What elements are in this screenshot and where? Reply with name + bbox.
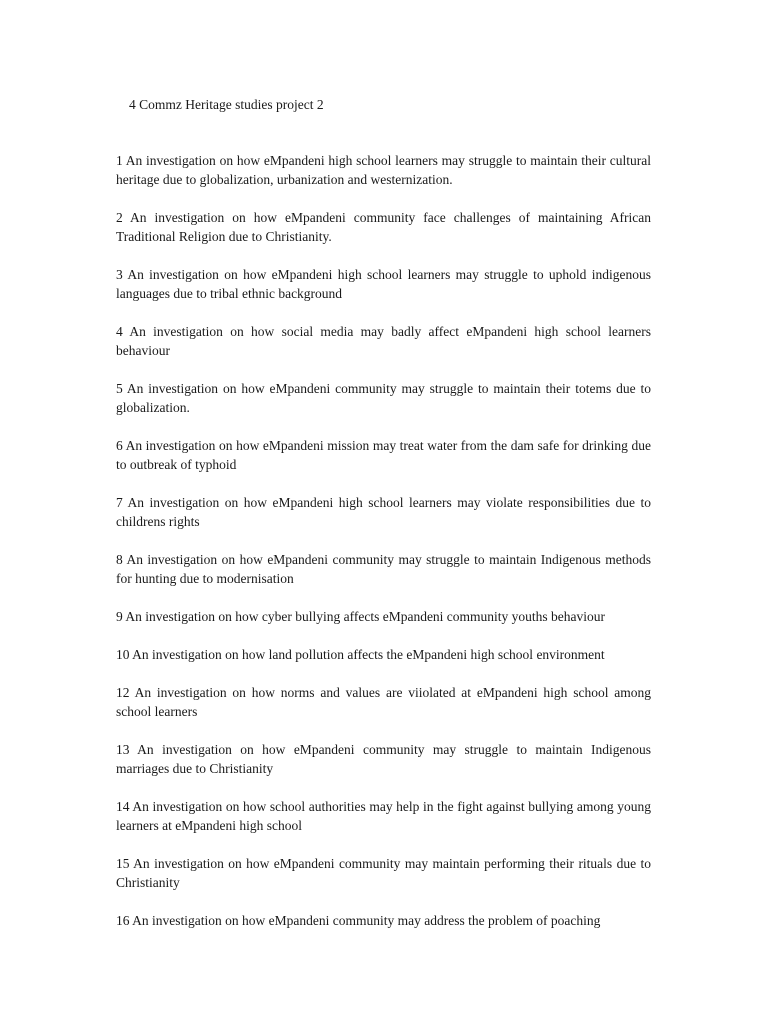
topic-item-8: 8 An investigation on how eMpandeni community may struggle to maintain Indigenous methods for hunting due to modernisation bbox=[116, 552, 651, 586]
topic-item-13: 13 An investigation on how eMpandeni community may struggle to maintain Indigenous marriages due to Christianity bbox=[116, 742, 651, 776]
topic-item-4: 4 An investigation on how social media may badly affect eMpandeni high school learners behaviour bbox=[116, 324, 651, 358]
topic-item-14: 14 An investigation on how school authorities may help in the fight against bullying among young learners at eMpandeni high school bbox=[116, 799, 651, 833]
topic-item-7: 7 An investigation on how eMpandeni high school learners may violate responsibilities due to childrens rights bbox=[116, 495, 651, 529]
topic-item-15: 15 An investigation on how eMpandeni community may maintain performing their rituals due to Christianity bbox=[116, 856, 651, 890]
topic-item-9: 9 An investigation on how cyber bullying affects eMpandeni community youths behaviour bbox=[116, 609, 606, 624]
topic-item-6: 6 An investigation on how eMpandeni mission may treat water from the dam safe for drinking due to outbreak of typhoid bbox=[116, 438, 651, 472]
topic-item-3: 3 An investigation on how eMpandeni high school learners may struggle to uphold indigenous languages due to tribal ethnic background bbox=[116, 267, 651, 301]
topic-item-5: 5 An investigation on how eMpandeni community may struggle to maintain their totems due to globalization. bbox=[116, 381, 651, 415]
document-title: 4 Commz Heritage studies project 2 bbox=[129, 97, 324, 112]
topic-item-16: 16 An investigation on how eMpandeni community may address the problem of poaching bbox=[116, 913, 601, 928]
topic-list bbox=[116, 151, 651, 949]
topic-item-1: 1 An investigation on how eMpandeni high school learners may struggle to maintain their cultural heritage due to globalization, urbanization and westernization. bbox=[116, 153, 651, 187]
topic-item-12: 12 An investigation on how norms and values are viiolated at eMpandeni high school among school learners bbox=[116, 685, 651, 719]
topic-item-10: 10 An investigation on how land pollution affects the eMpandeni high school environment bbox=[116, 647, 605, 662]
topic-item-2: 2 An investigation on how eMpandeni community face challenges of maintaining African Traditional Religion due to Christianity. bbox=[116, 210, 651, 244]
